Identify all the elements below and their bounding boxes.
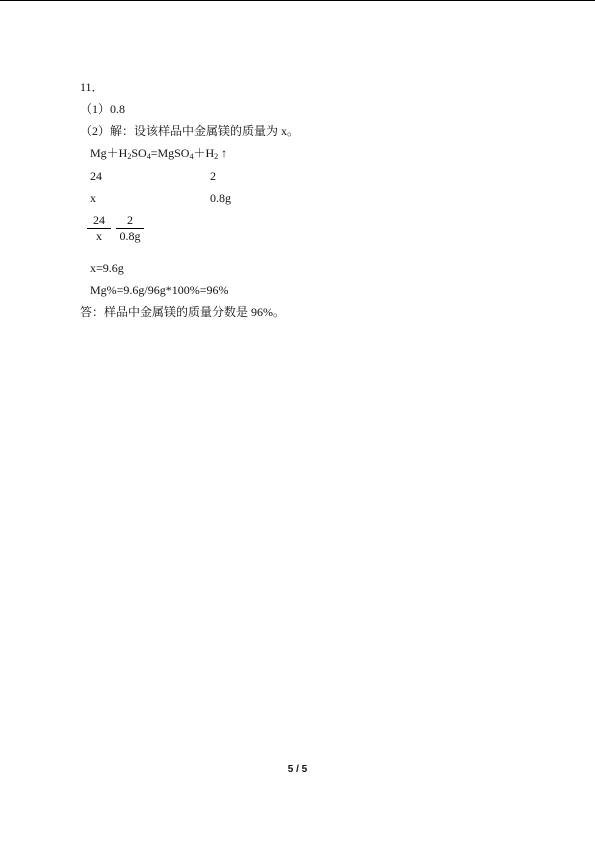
fraction-numerator: 24 bbox=[93, 213, 105, 227]
mg-molar-mass: 24 bbox=[90, 169, 102, 183]
equation-so: SO bbox=[131, 146, 147, 160]
part-1-answer: （1）0.8 bbox=[80, 102, 126, 116]
chemical-equation bbox=[90, 146, 227, 160]
final-answer: 答：样品中金属镁的质量分数是 96%。 bbox=[80, 305, 285, 319]
result-x: x=9.6g bbox=[90, 261, 124, 275]
equation-plus-h: ＋H bbox=[193, 146, 215, 160]
fraction-denominator: x bbox=[96, 229, 102, 243]
fraction-denominator: 0.8g bbox=[119, 229, 141, 243]
page-indicator: 5 / 5 bbox=[287, 764, 308, 775]
h2-molar-mass: 2 bbox=[210, 169, 216, 183]
equation-eq-mgso: =MgSO bbox=[150, 146, 190, 160]
fraction-mg-ratio bbox=[87, 213, 111, 243]
equation-sub-2b: 2 bbox=[214, 152, 219, 161]
part-2-intro: （2）解：设该样品中金属镁的质量为 x。 bbox=[80, 124, 300, 138]
gas-arrow-icon: ↑ bbox=[221, 146, 228, 160]
h2-known-mass: 0.8g bbox=[210, 191, 231, 205]
fraction-numerator: 2 bbox=[127, 213, 133, 227]
mg-unknown-mass: x bbox=[90, 191, 96, 205]
fraction-h2-ratio bbox=[116, 213, 144, 243]
equation-sub-2a: 2 bbox=[127, 152, 132, 161]
equation-sub-4a: 4 bbox=[146, 152, 151, 161]
equation-mg-plus-h: Mg＋H bbox=[90, 146, 128, 160]
question-number: 11． bbox=[80, 80, 104, 94]
top-border-line bbox=[0, 0, 595, 1]
percent-calculation: Mg%=9.6g/96g*100%=96% bbox=[90, 283, 229, 297]
equation-sub-4b: 4 bbox=[189, 152, 194, 161]
